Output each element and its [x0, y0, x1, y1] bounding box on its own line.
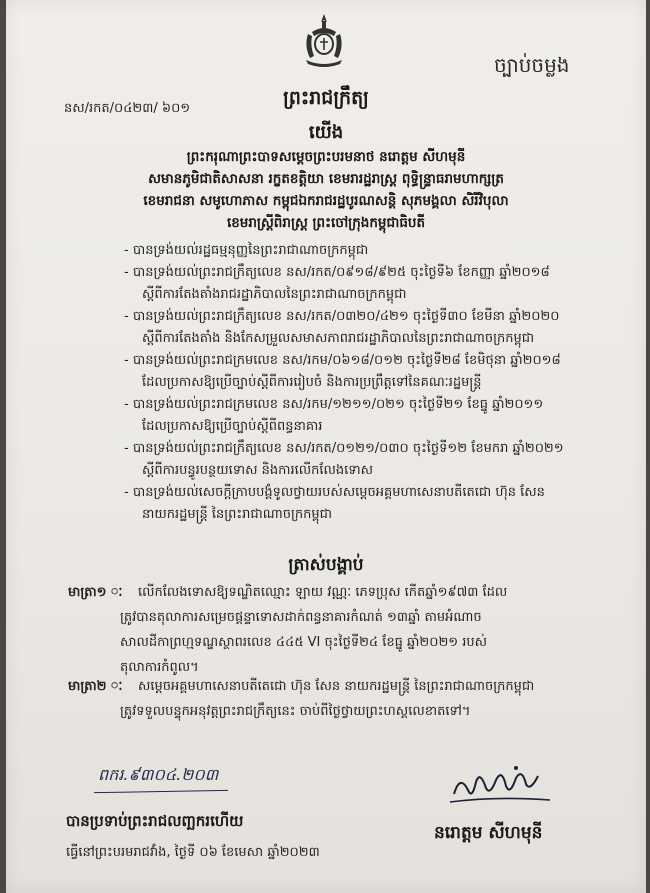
consideration-item — [124, 306, 624, 350]
consideration-line: - បានទ្រង់យល់សេចក្តីក្រាបបង្គំទូលថ្វាយរបស់សម្តេចអគ្គមហាសេនាបតីតេជោ ហ៊ុន សែន — [124, 482, 624, 504]
considerations-list — [124, 240, 624, 526]
copy-stamp: ច្បាប់ចម្លង — [494, 53, 570, 77]
signer-name: នរោត្តម សីហមុនី — [434, 823, 543, 843]
consideration-line: ដែលប្រកាសឱ្យប្រើច្បាប់ស្តីពីការរៀបចំ និងការប្រព្រឹត្តទៅនៃគណៈរដ្ឋមន្ត្រី — [142, 375, 482, 390]
document-title: ព្រះរាជក្រឹត្យ — [283, 87, 369, 109]
handwritten-reference: ពករ.៩៣០៤.២០៣ — [98, 764, 218, 788]
consideration-item — [124, 394, 624, 438]
consideration-line: ស្តីពីការបន្ធូរបន្ថយទោស និងការលើកលែងទោស — [142, 463, 374, 478]
consideration-line: - បានទ្រង់យល់ព្រះរាជក្រឹត្យលេខ នស/រកត/០៩១៨/៩២៥ ចុះថ្ងៃទី៦ ខែកញ្ញា ឆ្នាំ២០១៨ — [124, 262, 624, 284]
article-line: ត្រូវទទួលបន្ទុកអនុវត្តព្រះរាជក្រឹត្យនេះ ចាប់ពីថ្ងៃថ្វាយព្រះហស្តលេខាតទៅ។ — [120, 704, 471, 719]
consideration-line: - បានទ្រង់យល់ព្រះរាជក្រមលេខ នស/រកម/១២១១/០២១ ចុះថ្ងៃទី២១ ខែធ្នូ ឆ្នាំ២០១១ — [124, 394, 624, 416]
article-line: លើកលែងទោសឱ្យទណ្ឌិតឈ្មោះ ឡាយ វណ្ណៈ ភេទប្រុស កើតឆ្នាំ១៩៧៣ ដែល — [138, 585, 508, 600]
article-line: សម្តេចអគ្គមហាសេនាបតីតេជោ ហ៊ុន សែន នាយករដ្ឋមន្ត្រី នៃព្រះរាជាណាចក្រកម្ពុជា — [138, 679, 535, 694]
countersign-note: បានប្រទាប់ព្រះរាជលញ្ឆករហើយ — [66, 812, 244, 830]
consideration-item — [124, 438, 624, 482]
article-label: មាត្រា២ ៈ — [68, 679, 123, 694]
article-line: ត្រូវបានតុលាការសម្រេចផ្តន្ទាទោសដាក់ពន្ធនាគារកំណត់ ១៣ឆ្នាំ តាមអំណាច — [120, 610, 482, 625]
consideration-item — [124, 240, 624, 262]
issuer-line: សមានភូមិជាតិសាសនា រក្ខតខត្តិយា ខេមរារដ្ឋរាស្ត្រ ពុទ្ធិន្ទ្រាធរាមហាក្សត្រ — [148, 171, 504, 187]
decree-heading: ត្រាស់បង្គាប់ — [288, 555, 364, 575]
issuer-line: ខេមរាជនា សមូហោភាស កម្ពុជឯករាជរដ្ឋបូរណសន្តិ សុភមង្គលា សិរីវិបុលា — [143, 193, 509, 209]
consideration-line: - បានទ្រង់យល់រដ្ឋធម្មនុញ្ញនៃព្រះរាជាណាចក្រកម្ពុជា — [124, 240, 624, 262]
consideration-item — [124, 482, 624, 526]
consideration-line: ដែលប្រកាសឱ្យប្រើច្បាប់ស្តីពីពន្ធនាគារ — [142, 419, 323, 434]
consideration-line: - បានទ្រង់យល់ព្រះរាជក្រឹត្យលេខ នស/រកត/០១២១/០៣០ ចុះថ្ងៃទី១២ ខែមករា ឆ្នាំ២០២១ — [124, 438, 624, 460]
issuer-line: ព្រះករុណាព្រះបាទសម្តេចព្រះបរមនាថ នរោត្តម សីហមុនី — [186, 149, 466, 165]
consideration-line: ស្តីពីការតែងតាំង និងកែសម្រួលសមាសភាពរាជរដ្ឋាភិបាលនៃព្រះរាជាណាចក្រកម្ពុជា — [142, 331, 535, 346]
document-number: នស/រកត/០៤២៣/ ៦០១ — [64, 101, 191, 116]
royal-signature — [446, 760, 556, 806]
consideration-item — [124, 350, 624, 394]
article-2 — [68, 674, 628, 724]
royal-coat-of-arms-icon — [298, 12, 350, 70]
consideration-line: - បានទ្រង់យល់ព្រះរាជក្រឹត្យលេខ នស/រកត/០៣២០/៤២១ ចុះថ្ងៃទី៣០ ខែមីនា ឆ្នាំ២០២០ — [124, 306, 624, 328]
consideration-line: ស្តីពីការតែងតាំងរាជរដ្ឋាភិបាលនៃព្រះរាជាណាចក្រកម្ពុជា — [142, 287, 407, 302]
consideration-line: - បានទ្រង់យល់ព្រះរាជក្រមលេខ នស/រកម/០៦១៨/០១២ ចុះថ្ងៃទី២៨ ខែមិថុនា ឆ្នាំ២០១៨ — [124, 350, 624, 372]
article-line: តុលាការកំពូល។ — [120, 660, 199, 675]
article-label: មាត្រា១ ៈ — [68, 585, 123, 600]
document-page — [6, 0, 646, 893]
yeung-heading: យើង — [308, 122, 344, 143]
article-1 — [68, 580, 628, 680]
place-date-line: ធ្វើនៅព្រះបរមរាជវាំង, ថ្ងៃទី ០៦ ខែមេសា ឆ្នាំ២០២៣ — [66, 845, 320, 860]
consideration-line: នាយករដ្ឋមន្ត្រី នៃព្រះរាជាណាចក្រកម្ពុជា — [142, 507, 332, 522]
issuer-line: ខេមរាស្ត្រីពិរាស្ត្រ ព្រះចៅក្រុងកម្ពុជាធិបតី — [226, 215, 426, 231]
consideration-item — [124, 262, 624, 306]
article-line: សាលដីកាព្រហ្មទណ្ឌស្ថាពរលេខ ៤៤៥ VI ចុះថ្ងៃទី២៤ ខែធ្នូ ឆ្នាំ២០២១ របស់ — [120, 635, 488, 650]
